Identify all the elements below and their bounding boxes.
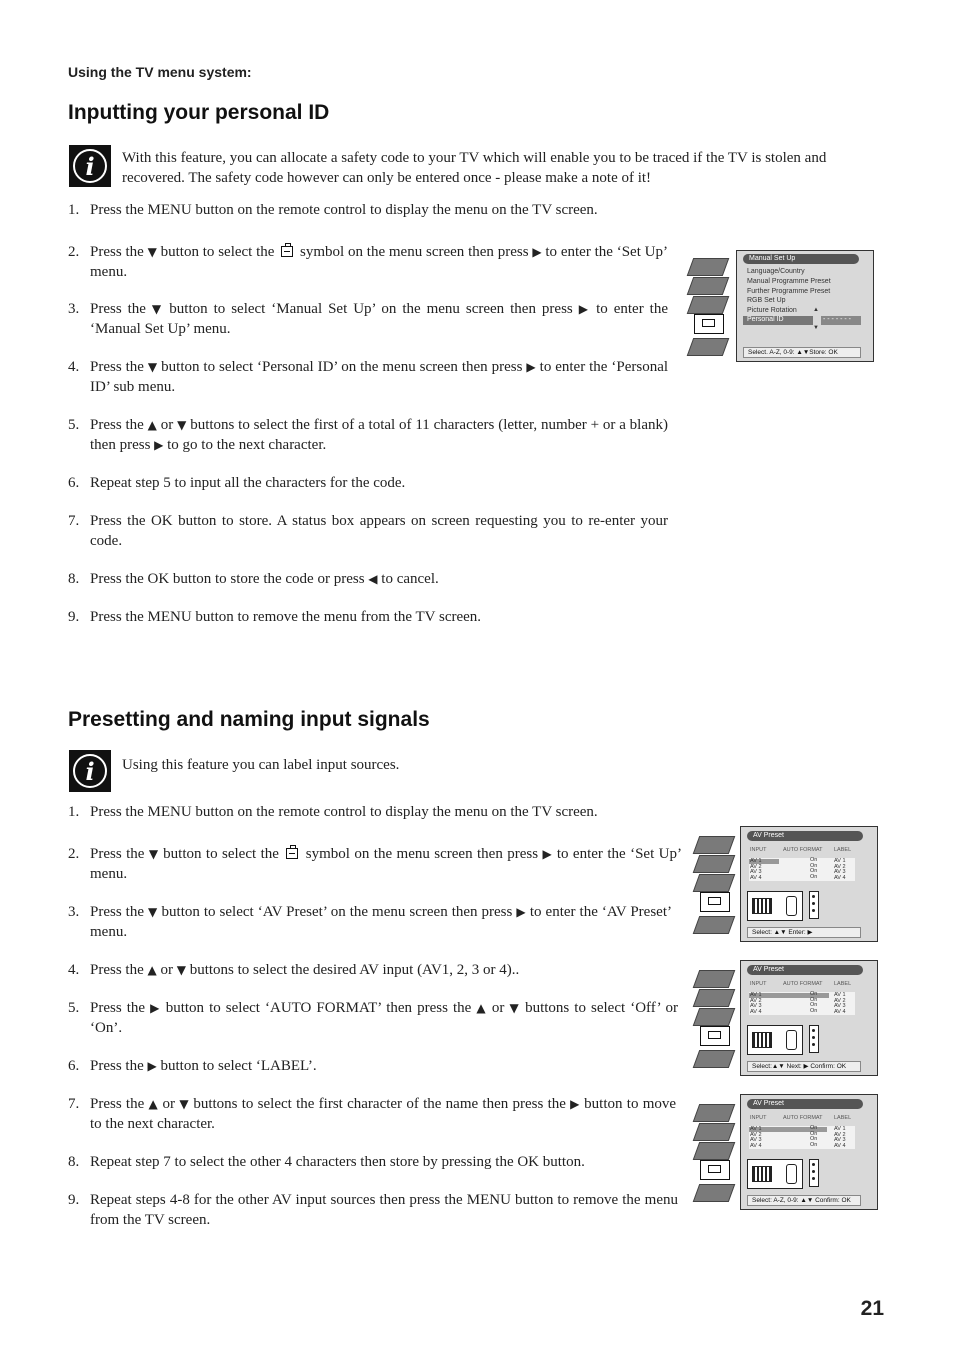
- column-header: AUTO FORMAT: [783, 1115, 823, 1121]
- right-arrow-icon: ▶: [516, 905, 526, 919]
- side-jack-icon: [809, 1159, 819, 1187]
- side-jack-icon: [809, 891, 819, 919]
- list-item: 4. Press the ▼ button to select ‘Personal ID’ on the menu screen then press ▶ to enter the ‘Personal ID’ sub menu.: [68, 359, 669, 395]
- setup-toolbox-icon: [281, 246, 293, 257]
- column-header: INPUT: [750, 847, 767, 853]
- av-input-cell: AV 2: [750, 863, 762, 870]
- up-arrow-icon: ▲: [147, 963, 157, 977]
- menu-item: Further Programme Preset: [747, 288, 831, 295]
- menu-item: Language/Country: [747, 268, 805, 275]
- sound-icon: [687, 277, 730, 295]
- menu-item: Picture Rotation: [747, 307, 797, 314]
- av-input-cell: AV 1: [750, 992, 762, 998]
- sound-icon: [693, 989, 736, 1007]
- screen-footer: Select: A-Z, 0-9: ▲▼ Confirm: OK: [747, 1195, 861, 1206]
- page-number: 21: [860, 1297, 884, 1320]
- up-arrow-icon: ▲: [148, 1097, 159, 1111]
- av-label-cell: AV 3: [834, 1137, 846, 1143]
- av-input-cell: AV 1: [750, 1126, 762, 1132]
- av-input-cell: AV 3: [750, 1137, 762, 1143]
- av-format-cell: On: [810, 862, 818, 869]
- features-icon: [687, 296, 730, 314]
- section-label: Using the TV menu system:: [68, 64, 252, 80]
- right-arrow-icon: ▶: [526, 360, 536, 374]
- list-item: 1. Press the MENU button on the remote control to display the menu on the TV screen.: [68, 804, 598, 820]
- av-input-cell: AV 2: [750, 997, 762, 1004]
- down-arrow-icon: ▼: [147, 245, 157, 259]
- screen-title: AV Preset: [747, 1099, 863, 1109]
- right-arrow-icon: ▶: [578, 302, 591, 316]
- av-connector-panel-icon: [747, 1159, 803, 1189]
- list-item: 1. Press the MENU button on the remote control to display the menu on the TV screen.: [68, 202, 598, 218]
- right-arrow-icon: ▶: [532, 245, 542, 259]
- down-arrow-icon: ▼: [147, 360, 158, 374]
- preset-icon: [687, 338, 730, 356]
- picture-icon: [687, 258, 730, 276]
- av-input-cell: AV 4: [750, 1008, 762, 1015]
- tv-screen-av-preset: [694, 1094, 880, 1212]
- left-arrow-icon: ◀: [368, 572, 378, 586]
- av-format-cell: On: [810, 1141, 818, 1148]
- list-item: 8. Press the OK button to store the code or press ◀ to cancel.: [68, 571, 439, 587]
- column-header: INPUT: [750, 1115, 767, 1121]
- preset-icon: [693, 1050, 736, 1068]
- down-arrow-icon: ▼: [176, 963, 186, 977]
- down-arrow-icon: ▼: [177, 418, 187, 432]
- right-arrow-icon: ▶: [150, 1001, 161, 1015]
- menu-item: Manual Programme Preset: [747, 278, 831, 285]
- av-label-cell: AV 1: [834, 992, 846, 998]
- up-arrow-icon: ▲: [813, 307, 819, 313]
- sound-icon: [693, 1123, 736, 1141]
- av-format-cell: On: [810, 1130, 818, 1137]
- av-input-cell: AV 4: [750, 1142, 762, 1149]
- up-arrow-icon: ▲: [476, 1001, 487, 1015]
- features-icon: [693, 1142, 736, 1160]
- list-item: 2. Press the ▼ button to select the symbol on the menu screen then press ▶ to enter the ‘Set Up’ menu.: [68, 244, 668, 280]
- menu-item: RGB Set Up: [747, 297, 786, 304]
- section-title-input-signals: Presetting and naming input signals: [68, 708, 430, 731]
- setup-toolbox-icon: [694, 314, 724, 334]
- av-label-cell: AV 4: [834, 1142, 846, 1149]
- column-header: AUTO FORMAT: [783, 847, 823, 853]
- screen-footer: Select. A-Z, 0-9: ▲▼Store: OK: [743, 347, 861, 358]
- picture-icon: [693, 836, 736, 854]
- av-label-cell: AV 1: [834, 858, 846, 864]
- column-header: LABEL: [834, 981, 852, 987]
- column-header: AUTO FORMAT: [783, 981, 823, 987]
- av-label-cell: AV 4: [834, 874, 846, 881]
- preset-icon: [693, 1184, 736, 1202]
- av-format-cell: On: [810, 868, 818, 874]
- list-item: 3. Press the ▼ button to select ‘Manual Set Up’ on the menu screen then press ▶ to enter the ‘Manual Set Up’ menu.: [68, 301, 668, 337]
- personal-id-value: - - - - - - -: [823, 316, 851, 323]
- screen-title: AV Preset: [747, 965, 863, 975]
- av-format-cell: On: [810, 857, 818, 863]
- av-format-cell: On: [810, 1136, 818, 1142]
- av-format-cell: On: [810, 873, 818, 880]
- down-arrow-icon: ▼: [813, 325, 819, 331]
- list-item: 3. Press the ▼ button to select ‘AV Preset’ on the menu screen then press ▶ to enter the ‘AV Preset’ menu.: [68, 904, 672, 940]
- screen-title: AV Preset: [747, 831, 863, 841]
- side-jack-icon: [809, 1025, 819, 1053]
- up-arrow-icon: ▲: [147, 418, 157, 432]
- setup-toolbox-icon: [286, 848, 298, 859]
- intro-text: Using this feature you can label input sources.: [122, 757, 400, 773]
- list-item: 9. Press the MENU button to remove the menu from the TV screen.: [68, 609, 482, 625]
- av-format-cell: On: [810, 991, 818, 997]
- screen-footer: Select: ▲▼ Enter: ▶: [747, 927, 861, 938]
- right-arrow-icon: ▶: [542, 847, 553, 861]
- av-input-cell: AV 3: [750, 869, 762, 875]
- tv-screen-manual-setup: [688, 250, 876, 365]
- down-arrow-icon: ▼: [148, 847, 159, 861]
- features-icon: [693, 874, 736, 892]
- down-arrow-icon: ▼: [509, 1001, 521, 1015]
- preset-icon: [693, 916, 736, 934]
- av-format-cell: On: [810, 1007, 818, 1014]
- av-input-cell: AV 1: [750, 858, 762, 864]
- list-item: 6. Press the ▶ button to select ‘LABEL’.: [68, 1058, 317, 1074]
- list-item: 7. Press the OK button to store. A status box appears on screen requesting you to re-enter your code.: [68, 513, 668, 549]
- screen-footer: Select:▲▼ Next: ▶ Confirm: OK: [747, 1061, 861, 1072]
- list-item: 5. Press the ▲ or ▼ buttons to select the first of a total of 11 characters (letter, number + or a blank) then press ▶ to go to the next character.: [68, 417, 668, 453]
- av-connector-panel-icon: [747, 1025, 803, 1055]
- av-label-cell: AV 3: [834, 1003, 846, 1009]
- av-label-cell: AV 2: [834, 997, 846, 1004]
- info-icon: i: [69, 750, 111, 792]
- down-arrow-icon: ▼: [148, 905, 158, 919]
- tv-screen-av-preset: [694, 960, 880, 1078]
- list-item: 4. Press the ▲ or ▼ buttons to select the desired AV input (AV1, 2, 3 or 4)..: [68, 962, 520, 978]
- features-icon: [693, 1008, 736, 1026]
- right-arrow-icon: ▶: [154, 438, 164, 452]
- intro-text: With this feature, you can allocate a safety code to your TV which will enable you to be traced if the TV is stolen and recovered. The safety code however can only be entered once - please make a note of it!: [122, 150, 827, 186]
- av-label-cell: AV 2: [834, 1131, 846, 1138]
- info-icon: i: [69, 145, 111, 187]
- list-item: 9. Repeat steps 4-8 for the other AV input sources then press the MENU button to remove the menu from the TV screen.: [68, 1192, 678, 1228]
- down-arrow-icon: ▼: [179, 1097, 190, 1111]
- setup-toolbox-icon: [700, 892, 730, 912]
- av-format-cell: On: [810, 1125, 818, 1131]
- column-header: INPUT: [750, 981, 767, 987]
- column-header: LABEL: [834, 847, 852, 853]
- right-arrow-icon: ▶: [570, 1097, 580, 1111]
- list-item: 8. Repeat step 7 to select the other 4 characters then store by pressing the OK button.: [68, 1154, 585, 1170]
- right-arrow-icon: ▶: [147, 1059, 157, 1073]
- av-input-cell: AV 3: [750, 1003, 762, 1009]
- av-label-cell: AV 3: [834, 869, 846, 875]
- menu-item-selected: Personal ID: [747, 316, 784, 323]
- tv-screen-av-preset: [694, 826, 880, 944]
- list-item: 7. Press the ▲ or ▼ buttons to select the first character of the name then press the ▶ button to move to the next character.: [68, 1096, 677, 1132]
- av-label-cell: AV 1: [834, 1126, 846, 1132]
- av-label-cell: AV 2: [834, 863, 846, 870]
- av-input-cell: AV 4: [750, 874, 762, 881]
- screen-title: Manual Set Up: [743, 254, 859, 264]
- setup-toolbox-icon: [700, 1026, 730, 1046]
- list-item: 2. Press the ▼ button to select the symbol on the menu screen then press ▶ to enter the ‘Set Up’ menu.: [68, 846, 682, 882]
- setup-toolbox-icon: [700, 1160, 730, 1180]
- av-input-cell: AV 2: [750, 1131, 762, 1138]
- down-arrow-icon: ▼: [151, 302, 164, 316]
- list-item: 6. Repeat step 5 to input all the characters for the code.: [68, 475, 406, 491]
- av-format-cell: On: [810, 996, 818, 1003]
- list-item: 5. Press the ▶ button to select ‘AUTO FORMAT’ then press the ▲ or ▼ buttons to select ‘Off’ or ‘On’.: [68, 1000, 679, 1036]
- av-label-cell: AV 4: [834, 1008, 846, 1015]
- section-title-personal-id: Inputting your personal ID: [68, 101, 330, 124]
- av-format-cell: On: [810, 1002, 818, 1008]
- column-header: LABEL: [834, 1115, 852, 1121]
- picture-icon: [693, 1104, 736, 1122]
- picture-icon: [693, 970, 736, 988]
- sound-icon: [693, 855, 736, 873]
- av-connector-panel-icon: [747, 891, 803, 921]
